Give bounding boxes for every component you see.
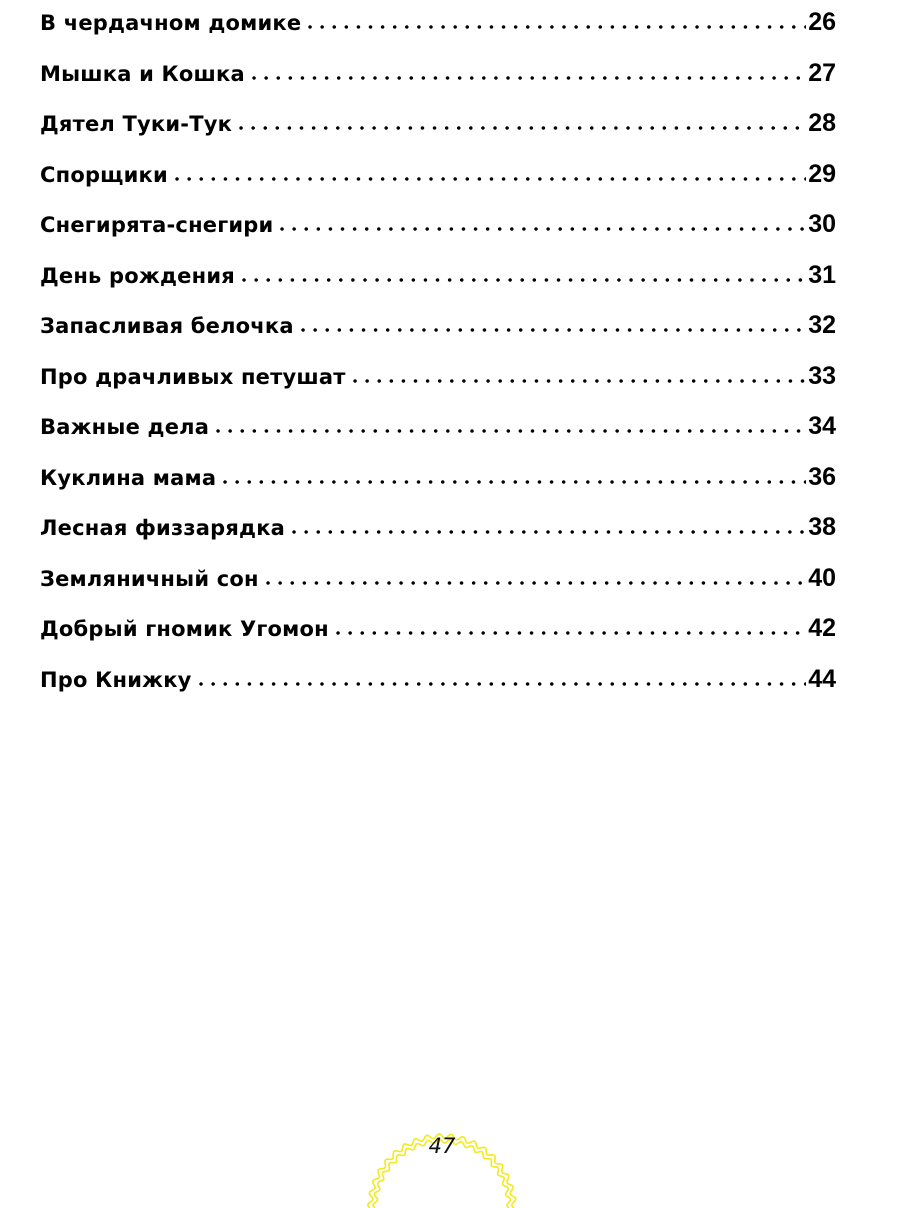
toc-entry-page: 36 (808, 462, 836, 491)
toc-entry-title: Мышка и Кошка (40, 61, 245, 86)
toc-entry-title: Про Книжку (40, 667, 192, 692)
toc-entry-title: День рождения (40, 263, 235, 288)
toc-dot-leader (349, 379, 807, 383)
toc-entry[interactable] (40, 610, 836, 661)
toc-entry[interactable] (40, 307, 836, 358)
toc-entry-title: Дятел Туки-Тук (40, 112, 233, 136)
toc-dot-leader (235, 126, 806, 130)
page-number: 47 (428, 1134, 456, 1158)
toc-dot-leader (195, 682, 807, 686)
toc-entry[interactable] (40, 509, 836, 560)
toc-entry[interactable] (40, 55, 836, 106)
toc-entry-title: Про драчливых петушат (40, 364, 346, 389)
toc-dot-leader (212, 429, 806, 433)
toc-dot-leader (171, 177, 806, 181)
toc-entry-title: Земляничный сон (40, 566, 259, 591)
toc-entry[interactable] (40, 206, 836, 257)
toc-entry-page: 30 (808, 210, 836, 238)
toc-entry-page: 28 (808, 109, 836, 137)
toc-entry-page: 42 (808, 614, 836, 642)
toc-entry[interactable] (40, 4, 836, 55)
toc-dot-leader (219, 480, 806, 484)
toc-dot-leader (304, 25, 806, 29)
toc-entry-title: Снегирята-снегири (40, 213, 274, 237)
table-of-contents (40, 4, 836, 711)
toc-entry-title: В чердачном домике (40, 11, 302, 35)
toc-dot-leader (297, 328, 806, 332)
toc-entry-page: 29 (808, 159, 836, 188)
toc-entry[interactable] (40, 408, 836, 459)
toc-dot-leader (262, 581, 806, 585)
toc-dot-leader (288, 530, 806, 534)
toc-entry-page: 32 (808, 311, 836, 339)
toc-entry-page: 34 (808, 412, 836, 440)
toc-entry-title: Важные дела (40, 415, 210, 439)
toc-dot-leader (248, 76, 806, 80)
toc-dot-leader (332, 631, 806, 635)
toc-entry[interactable] (40, 560, 836, 611)
toc-entry[interactable] (40, 105, 836, 156)
toc-entry[interactable] (40, 661, 836, 712)
toc-entry[interactable] (40, 156, 836, 207)
toc-entry[interactable] (40, 459, 836, 510)
toc-entry-page: 40 (808, 563, 836, 592)
toc-entry[interactable] (40, 358, 836, 409)
toc-entry-page: 31 (808, 260, 836, 289)
toc-entry-page: 33 (808, 361, 836, 390)
sun-badge-icon (367, 1108, 517, 1208)
toc-entry-title: Спорщики (40, 162, 168, 187)
toc-entry-page: 38 (808, 513, 836, 541)
toc-entry-title: Запасливая белочка (40, 314, 294, 338)
toc-entry-title: Куклина мама (40, 465, 217, 490)
toc-dot-leader (238, 278, 806, 282)
toc-entry-page: 26 (808, 8, 836, 36)
toc-entry-title: Лесная физзарядка (40, 516, 286, 540)
toc-entry[interactable] (40, 257, 836, 308)
page-number-badge (367, 1108, 517, 1208)
toc-entry-page: 27 (808, 58, 836, 87)
toc-entry-page: 44 (808, 664, 836, 693)
toc-entry-title: Добрый гномик Угомон (40, 617, 329, 641)
toc-dot-leader (276, 227, 806, 231)
